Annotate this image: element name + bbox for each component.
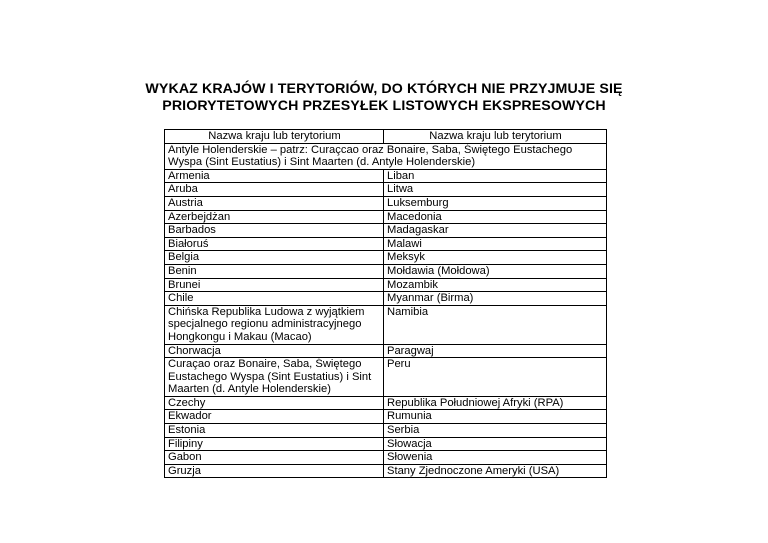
- country-cell-left: Chile: [165, 292, 384, 306]
- country-cell-right: Macedonia: [384, 210, 607, 224]
- country-cell-right: Mołdawia (Mołdowa): [384, 264, 607, 278]
- title-line-1: WYKAZ KRAJÓW I TERYTORIÓW, DO KTÓRYCH NIE PRZYJMUJE SIĘ: [145, 81, 623, 97]
- country-cell-left: Curaçao oraz Bonaire, Saba, Świętego Eustachego Wyspa (Sint Eustatius) i Sint Maarten (d. Antyle Holenderskie): [165, 358, 384, 397]
- country-cell-left: Austria: [165, 196, 384, 210]
- country-cell-left: Chińska Republika Ludowa z wyjątkiem specjalnego regionu administracyjnego Hongkongu i Makau (Macao): [165, 305, 384, 344]
- table-row: [165, 305, 607, 344]
- country-cell-right: Mozambik: [384, 278, 607, 292]
- column-header-right: Nazwa kraju lub terytorium: [384, 130, 607, 144]
- country-cell-right: Luksemburg: [384, 196, 607, 210]
- table-row: [165, 278, 607, 292]
- country-cell-right: Malawi: [384, 237, 607, 251]
- document-title: [0, 81, 768, 115]
- country-cell-left: Ekwador: [165, 410, 384, 424]
- country-cell-left: Białoruś: [165, 237, 384, 251]
- country-cell-left: Estonia: [165, 424, 384, 438]
- country-cell-right: Stany Zjednoczone Ameryki (USA): [384, 464, 607, 478]
- table-row: [165, 358, 607, 397]
- country-cell-right: Myanmar (Birma): [384, 292, 607, 306]
- country-cell-left: Armenia: [165, 169, 384, 183]
- table-row: [165, 183, 607, 197]
- country-cell-left: Aruba: [165, 183, 384, 197]
- country-cell-right: Republika Południowej Afryki (RPA): [384, 396, 607, 410]
- country-cell-right: Meksyk: [384, 251, 607, 265]
- table-row: [165, 410, 607, 424]
- country-cell-left: Belgia: [165, 251, 384, 265]
- table-row: [165, 451, 607, 465]
- table-row: [165, 396, 607, 410]
- country-cell-left: Brunei: [165, 278, 384, 292]
- country-cell-right: Madagaskar: [384, 224, 607, 238]
- country-cell-left: Azerbejdżan: [165, 210, 384, 224]
- country-cell-right: Namibia: [384, 305, 607, 344]
- country-cell-left: Czechy: [165, 396, 384, 410]
- country-cell-left: Chorwacja: [165, 344, 384, 358]
- country-cell-left: Gabon: [165, 451, 384, 465]
- country-cell-right: Rumunia: [384, 410, 607, 424]
- table-row: [165, 210, 607, 224]
- table-row: [165, 264, 607, 278]
- country-cell-right: Paragwaj: [384, 344, 607, 358]
- column-header-left: Nazwa kraju lub terytorium: [165, 130, 384, 144]
- table-row: [165, 251, 607, 265]
- table-row: [165, 464, 607, 478]
- table-row: [165, 437, 607, 451]
- country-cell-left: Gruzja: [165, 464, 384, 478]
- country-cell-left: Benin: [165, 264, 384, 278]
- table-row: [165, 424, 607, 438]
- country-cell-right: Słowenia: [384, 451, 607, 465]
- country-cell-right: Liban: [384, 169, 607, 183]
- title-line-2: PRIORYTETOWYCH PRZESYŁEK LISTOWYCH EKSPRESOWYCH: [162, 98, 606, 114]
- table-row: [165, 292, 607, 306]
- table-row: [165, 224, 607, 238]
- country-cell-left: Barbados: [165, 224, 384, 238]
- country-cell-right: Słowacja: [384, 437, 607, 451]
- table-row: [165, 344, 607, 358]
- table-row: [165, 237, 607, 251]
- table-note-row: [165, 143, 607, 169]
- country-cell-right: Litwa: [384, 183, 607, 197]
- countries-table: [164, 129, 607, 478]
- country-cell-right: Peru: [384, 358, 607, 397]
- country-cell-right: Serbia: [384, 424, 607, 438]
- country-cell-left: Filipiny: [165, 437, 384, 451]
- table-row: [165, 169, 607, 183]
- table-row: [165, 196, 607, 210]
- note-cell: Antyle Holenderskie – patrz: Curaçcao oraz Bonaire, Saba, Świętego Eustachego Wyspa (Sint Eustatius) i Sint Maarten (d. Antyle Holenderskie): [165, 143, 607, 169]
- table-header-row: [165, 130, 607, 144]
